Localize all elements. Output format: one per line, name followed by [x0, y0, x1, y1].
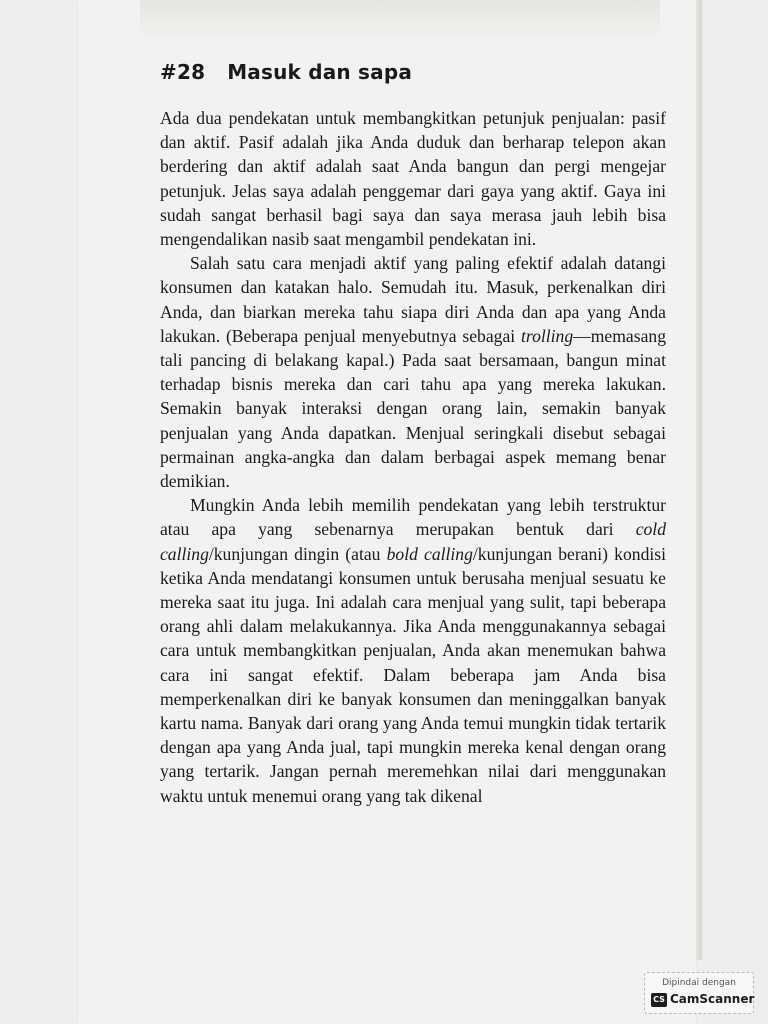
paragraph-2-italic-a: trolling: [521, 325, 574, 346]
paragraph-3-text-c: /kunjungan berani) kondisi ketika Anda mendatangi konsumen untuk berusaha menjual sesuatu ke mereka saat itu juga. Ini adalah cara menjual yang sulit, tapi beberapa orang ahli dalam melakukannya. Jika Anda menggunakannya sebagai cara untuk membangkitkan penjualan, Anda akan menemukan bahwa cara ini sangat efektif. Dalam beberapa jam Anda bisa memperkenalkan diri ke banyak konsumen dan meninggalkan banyak kartu nama. Banyak dari orang yang Anda temui mungkin tidak tertarik dengan apa yang Anda jual, tapi mungkin mereka kenal dengan orang yang tertarik. Jangan pernah meremehkan nilai dari menggunakan waktu untuk menemui orang yang tak dikenal: [160, 543, 666, 806]
paragraph-3-text-a: Mungkin Anda lebih memilih pendekatan yang lebih terstruktur atau apa yang sebenarnya merupakan bentuk dari: [160, 495, 666, 540]
camscanner-logo-icon: CS: [651, 993, 667, 1007]
paragraph-3-italic-b: bold calling: [386, 543, 473, 564]
paragraph-2-text-b: —memasang tali pancing di belakang kapal.) Pada saat bersamaan, bangun minat terhadap bisnis mereka dan cari tahu apa yang mereka lakukan. Semakin banyak interaksi dengan orang lain, semakin banyak penjualan yang Anda dapatkan. Menjual seringkali disebut sebagai permainan angka-angka dan dalam berbagai aspek memang benar demikian.: [160, 325, 666, 492]
paragraph-3: [160, 493, 666, 808]
paragraph-1-text: Ada dua pendekatan untuk membangkitkan petunjuk penjualan: pasif dan aktif. Pasif adalah jika Anda duduk dan berharap telepon akan berdering dan aktif adalah saat Anda bangun dan pergi mengejar petunjuk. Jelas saya adalah penggemar dari gaya yang aktif. Gaya ini sudah sangat berhasil bagi saya dan saya merasa jauh lebih bisa mengendalikan nasib saat mengambil pendekatan ini.: [160, 108, 666, 250]
paragraph-2: [160, 251, 666, 493]
section-number: #28: [160, 60, 206, 84]
bleed-through-shadow: [140, 0, 660, 40]
section-heading: [160, 60, 412, 84]
watermark-brand: CamScanner: [670, 992, 755, 1006]
camscanner-watermark: [644, 972, 754, 1014]
paragraph-3-italic-a: cold calling: [160, 519, 666, 564]
page-edge-shadow: [696, 0, 702, 960]
body-text: [160, 106, 666, 808]
paragraph-3-text-b: /kunjungan dingin (atau: [208, 543, 387, 564]
paragraph-2-text-a: Salah satu cara menjadi aktif yang paling efektif adalah datangi konsumen dan katakan halo. Semudah itu. Masuk, perkenalkan diri Anda, dan biarkan mereka tahu siapa diri Anda dan apa yang Anda lakukan. (Beberapa penjual menyebutnya sebagai: [160, 253, 666, 346]
section-title: Masuk dan sapa: [227, 60, 413, 84]
paragraph-1: [160, 106, 666, 251]
watermark-caption: Dipindai dengan: [662, 978, 736, 988]
